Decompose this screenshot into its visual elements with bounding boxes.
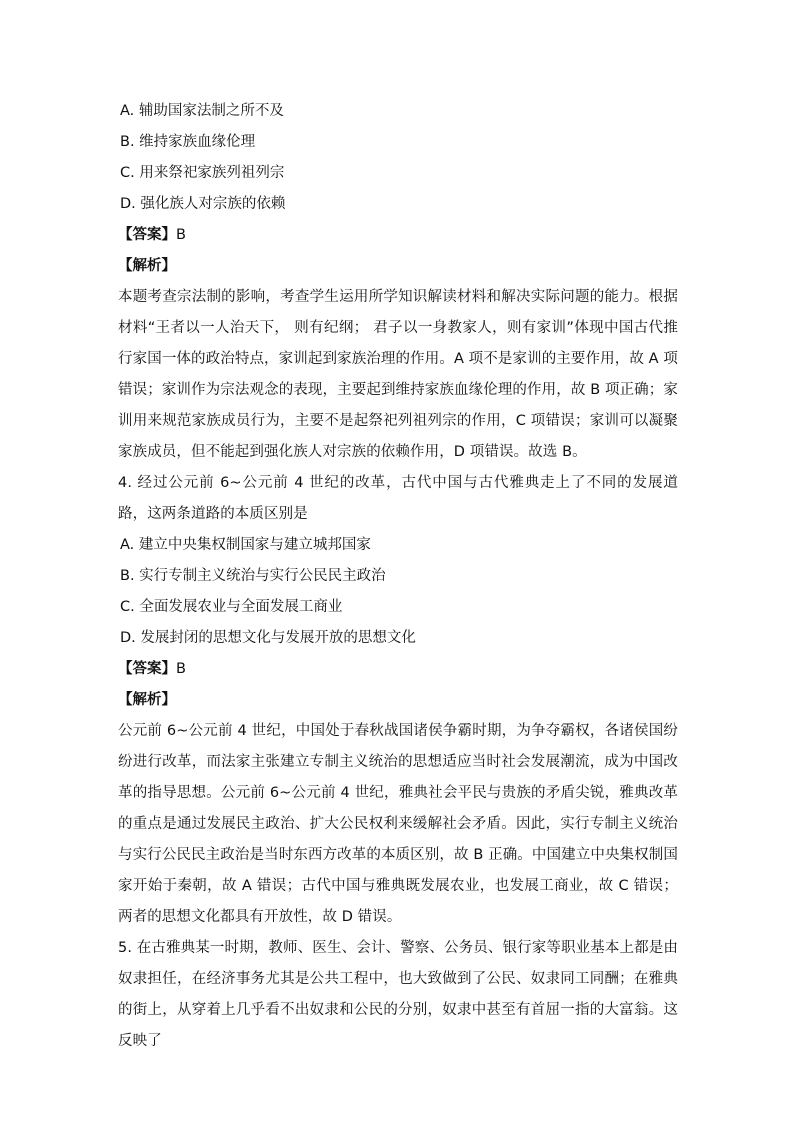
q4-option-b: B. 实行专制主义统治与实行公民民主政治 bbox=[120, 568, 386, 584]
answer-label: 【答案】 bbox=[118, 661, 176, 677]
q3-option-d: D. 强化族人对宗族的依赖 bbox=[120, 196, 286, 212]
document-page bbox=[118, 96, 678, 1057]
answer-label: 【答案】 bbox=[118, 227, 176, 243]
q4-option-c: C. 全面发展农业与全面发展工商业 bbox=[120, 599, 343, 615]
q4-analysis-text: 公元前 6~公元前 4 世纪，中国处于春秋战国诸侯争霸时期，为争夺霸权，各诸侯国纷纷进行改革，而法家主张建立专制主义统治的思想适应当时社会发展潮流，成为中国改革的指导思想。公元前 6~公元前 4 世纪，雅典社会平民与贵族的矛盾尖锐，雅典改革的重点是通过发展民主政治、扩大公民权利来缓解社会矛盾。因此，实行专制主义统治与实行公民民主政治是当时东西方改革的本质区别，故 B 正确。中国建立中央集权制国家开始于秦朝，故 A 错误；古代中国与雅典既发展农业，也发展工商业，故 C 错误；两者的思想文化都具有开放性，故 D 错误。 bbox=[118, 723, 678, 925]
q3-option-c: C. 用来祭祀家族列祖列宗 bbox=[120, 165, 285, 181]
q3-analysis-label: 【解析】 bbox=[118, 258, 176, 274]
q4-analysis-label: 【解析】 bbox=[118, 692, 176, 708]
answer-value: B bbox=[176, 227, 186, 243]
q3-analysis-text: 本题考查宗法制的影响，考查学生运用所学知识解读材料和解决实际问题的能力。根据材料“王者以一人治天下， 则有纪纲； 君子以一身教家人，则有家训”体现中国古代推行家国一体的政治特点，家训起到家族治理的作用。A 项不是家训的主要作用，故 A 项错误；家训作为宗法观念的表现，主要起到维持家族血缘伦理的作用，故 B 项正确；家训用来规范家族成员行为，主要不是起祭祀列祖列宗的作用，C 项错误；家训可以凝聚家族成员，但不能起到强化族人对宗族的依赖作用，D 项错误。故选 B。 bbox=[118, 289, 678, 460]
q5-stem: 5. 在古雅典某一时期，教师、医生、会计、警察、公务员、银行家等职业基本上都是由奴隶担任，在经济事务尤其是公共工程中，也大致做到了公民、奴隶同工同酬；在雅典的街上，从穿着上几乎看不出奴隶和公民的分别，奴隶中甚至有首屈一指的大富翁。这反映了 bbox=[118, 940, 678, 1049]
answer-value: B bbox=[176, 661, 186, 677]
q4-option-d: D. 发展封闭的思想文化与发展开放的思想文化 bbox=[120, 630, 416, 646]
q3-answer bbox=[118, 220, 678, 251]
q4-option-a: A. 建立中央集权制国家与建立城邦国家 bbox=[120, 537, 371, 553]
q4-stem: 4. 经过公元前 6~公元前 4 世纪的改革，古代中国与古代雅典走上了不同的发展道路，这两条道路的本质区别是 bbox=[118, 475, 678, 522]
q3-option-a: A. 辅助国家法制之所不及 bbox=[120, 103, 284, 119]
q4-answer bbox=[118, 654, 678, 685]
q3-option-b: B. 维持家族血缘伦理 bbox=[120, 134, 256, 150]
